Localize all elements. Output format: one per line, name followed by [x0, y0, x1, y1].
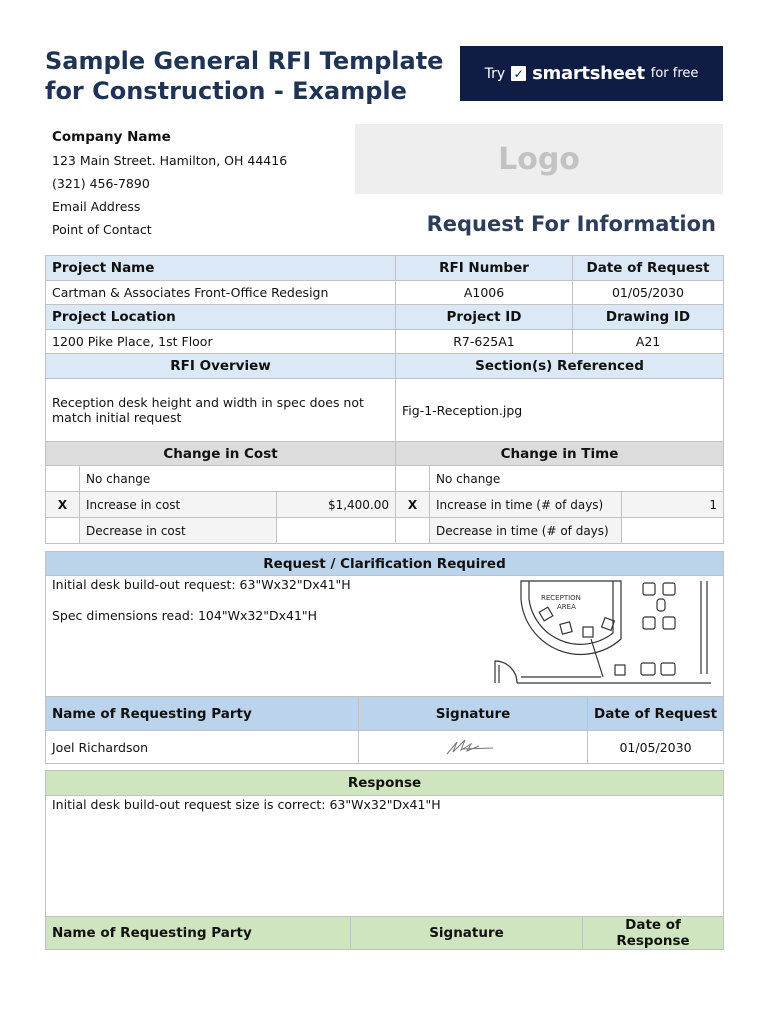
- label-requesting-party: Name of Requesting Party: [46, 697, 359, 731]
- project-name-value[interactable]: Cartman & Associates Front-Office Redesign: [46, 281, 396, 305]
- checkmark-icon: ✓: [511, 66, 526, 81]
- signature-scribble: [443, 736, 503, 758]
- signature-field[interactable]: [359, 731, 588, 764]
- request-date-value[interactable]: 01/05/2030: [588, 731, 724, 764]
- project-id-value[interactable]: R7-625A1: [396, 330, 573, 354]
- change-table: [45, 465, 724, 544]
- drawing-id-value[interactable]: A21: [573, 330, 724, 354]
- response-table: [45, 770, 724, 950]
- time-mark[interactable]: [396, 466, 430, 492]
- cost-mark[interactable]: [46, 518, 80, 544]
- floor-plan-drawing: [491, 579, 717, 687]
- request-title: Request / Clarification Required: [46, 552, 724, 576]
- company-address: 123 Main Street. Hamilton, OH 44416: [52, 153, 288, 168]
- time-label: Increase in time (# of days): [430, 492, 622, 518]
- drawing-label-area: AREA: [557, 603, 576, 611]
- label-change-in-time: Change in Time: [396, 442, 724, 466]
- cost-value[interactable]: [277, 518, 396, 544]
- rfi-heading: Request For Information: [426, 212, 716, 236]
- rfi-number-value[interactable]: A1006: [396, 281, 573, 305]
- cost-mark[interactable]: X: [46, 492, 80, 518]
- label-project-location: Project Location: [46, 305, 396, 330]
- cost-label: No change: [80, 466, 396, 492]
- cost-label: Increase in cost: [80, 492, 277, 518]
- time-label: Decrease in time (# of days): [430, 518, 622, 544]
- time-mark[interactable]: [396, 518, 430, 544]
- time-mark[interactable]: X: [396, 492, 430, 518]
- label-date-of-response: Date of Response: [583, 917, 724, 950]
- company-info: [52, 126, 287, 241]
- label-date-of-request: Date of Request: [588, 697, 724, 731]
- label-rfi-number: RFI Number: [396, 256, 573, 281]
- company-phone: (321) 456-7890: [52, 176, 150, 191]
- label-date-of-request: Date of Request: [573, 256, 724, 281]
- cost-value[interactable]: $1,400.00: [277, 492, 396, 518]
- company-contact: Point of Contact: [52, 222, 152, 237]
- title-line-2: for Construction - Example: [45, 77, 407, 105]
- company-name: Company Name: [52, 129, 171, 145]
- request-line-1: Initial desk build-out request: 63"Wx32"Dx41"H: [52, 577, 351, 592]
- banner-try: Try: [484, 65, 506, 82]
- requesting-party-value[interactable]: Joel Richardson: [46, 731, 359, 764]
- request-body[interactable]: [46, 576, 724, 697]
- drawing-label-reception: RECEPTION: [541, 594, 581, 602]
- request-table: [45, 551, 724, 764]
- project-location-value[interactable]: 1200 Pike Place, 1st Floor: [46, 330, 396, 354]
- label-project-name: Project Name: [46, 256, 396, 281]
- page-title: [45, 46, 475, 106]
- smartsheet-banner[interactable]: [460, 46, 723, 101]
- label-signature: Signature: [359, 697, 588, 731]
- label-rfi-overview: RFI Overview: [46, 354, 396, 379]
- label-change-in-cost: Change in Cost: [46, 442, 396, 466]
- project-info-table: [45, 255, 724, 466]
- label-responding-party: Name of Requesting Party: [46, 917, 351, 950]
- logo-placeholder: [355, 124, 723, 194]
- label-project-id: Project ID: [396, 305, 573, 330]
- label-drawing-id: Drawing ID: [573, 305, 724, 330]
- sections-referenced-value[interactable]: Fig-1-Reception.jpg: [396, 379, 724, 442]
- banner-brand: smartsheet: [532, 63, 645, 84]
- date-of-request-value[interactable]: 01/05/2030: [573, 281, 724, 305]
- cost-label: Decrease in cost: [80, 518, 277, 544]
- rfi-overview-value[interactable]: Reception desk height and width in spec does not match initial request: [46, 379, 396, 442]
- logo-text: Logo: [498, 141, 580, 177]
- request-line-2: Spec dimensions read: 104"Wx32"Dx41"H: [52, 608, 318, 623]
- time-value[interactable]: 1: [622, 492, 724, 518]
- response-title: Response: [46, 771, 724, 796]
- banner-free: for free: [650, 66, 699, 81]
- label-sections-referenced: Section(s) Referenced: [396, 354, 724, 379]
- title-line-1: Sample General RFI Template: [45, 47, 444, 75]
- company-email: Email Address: [52, 199, 141, 214]
- label-response-signature: Signature: [351, 917, 583, 950]
- response-text[interactable]: Initial desk build-out request size is correct: 63"Wx32"Dx41"H: [46, 796, 724, 917]
- time-label: No change: [430, 466, 724, 492]
- time-value[interactable]: [622, 518, 724, 544]
- cost-mark[interactable]: [46, 466, 80, 492]
